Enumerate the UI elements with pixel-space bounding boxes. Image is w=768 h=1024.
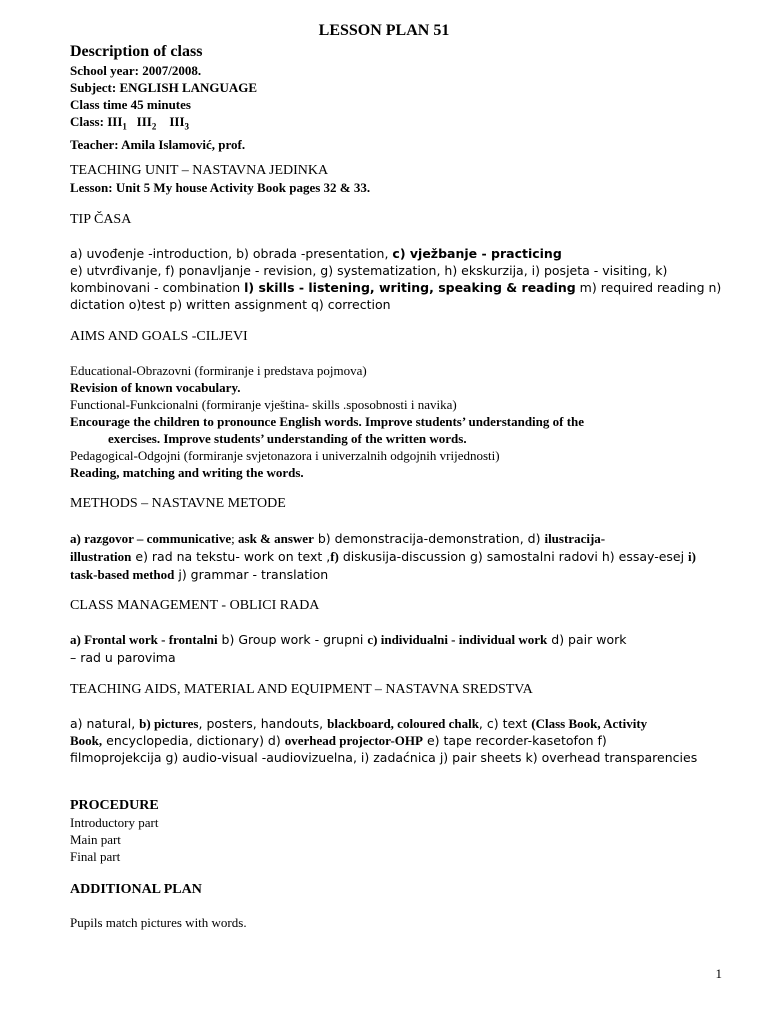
procedure-item-main: Main part: [70, 832, 121, 847]
aids-body: [70, 715, 720, 766]
additional-heading: ADDITIONAL PLAN: [70, 882, 202, 897]
procedure-item-final: Final part: [70, 849, 121, 864]
tip-line-1: a) uvođenje -introduction, b) obrada -presentation, c) vježbanje - practicing: [70, 246, 562, 261]
methods-body: [70, 530, 720, 584]
additional-text: Pupils match pictures with words.: [70, 915, 247, 930]
aim-pedagogical-goal: Reading, matching and writing the words.: [70, 465, 304, 480]
management-heading: CLASS MANAGEMENT - OBLICI RADA: [70, 598, 320, 613]
lesson-line: Lesson: Unit 5 My house Activity Book pages 32 & 33.: [70, 180, 371, 195]
methods-heading: METHODS – NASTAVNE METODE: [70, 496, 286, 511]
aids-line-2: Book, encyclopedia, dictionary) d) overhead projector-OHP e) tape recorder-kasetofon f): [70, 733, 607, 748]
aids-heading: TEACHING AIDS, MATERIAL AND EQUIPMENT – NASTAVNA SREDSTVA: [70, 682, 533, 697]
management-body: [70, 631, 720, 667]
school-year: School year: 2007/2008.: [70, 63, 202, 78]
class-3: $III_3$: [169, 114, 190, 132]
aids-heading-block: [70, 681, 720, 698]
tip-line-2: e) utvrđivanje, f) ponavljanje - revision, g) systematization, h) ekskurzija, i) posjeta - visiting, k): [70, 263, 668, 278]
aim-functional-goal-2: exercises. Improve students’ understanding of the written words.: [108, 431, 467, 446]
tip-casa-body: [70, 245, 720, 313]
aims-body: [70, 362, 720, 481]
class-description: [70, 42, 720, 153]
page-title: LESSON PLAN 51: [318, 22, 450, 39]
page-number: 1: [715, 966, 722, 981]
tip-casa-section: [70, 211, 720, 228]
tip-line-4: dictation o)test p) written assignment q) correction: [70, 297, 391, 312]
management-heading-block: [70, 597, 720, 614]
methods-line-2: illustration e) rad na tekstu- work on text ,f) diskusija-discussion g) samostalni radovi h) essay-esej i): [70, 549, 696, 564]
aim-pedagogical: Pedagogical-Odgojni (formiranje svjetonazora i univerzalnih odgojnih vrijednosti): [70, 448, 500, 463]
tip-casa-heading: TIP ČASA: [70, 212, 132, 227]
teaching-unit-section: [70, 162, 720, 196]
aims-heading: AIMS AND GOALS -CILJEVI: [70, 329, 248, 344]
management-line-1: a) Frontal work - frontalni b) Group work - grupni c) individualni - individual work d) pair work: [70, 632, 627, 647]
procedure-item-introductory: Introductory part: [70, 815, 159, 830]
teacher: Teacher: Amila Islamović, prof.: [70, 136, 246, 152]
procedure-heading: PROCEDURE: [70, 798, 159, 813]
teaching-unit-heading: TEACHING UNIT – NASTAVNA JEDINKA: [70, 163, 329, 178]
aids-line-3: filmoprojekcija g) audio-visual -audiovizuelna, i) zadaćnica j) pair sheets k) overhead transparencies: [70, 750, 698, 765]
methods-heading-block: [70, 495, 720, 512]
class-list: [70, 113, 720, 136]
aim-functional-goal-1: Encourage the children to pronounce English words. Improve students’ understanding of the: [70, 414, 585, 429]
procedure-section: [70, 797, 720, 865]
methods-line-3: task-based method j) grammar - translation: [70, 567, 329, 582]
subject: Subject: ENGLISH LANGUAGE: [70, 80, 258, 95]
aim-functional: Functional-Funkcionalni (formiranje vještina- skills .sposobnosti i navika): [70, 397, 457, 412]
class-2: $III_2$: [136, 114, 157, 132]
additional-section: [70, 881, 720, 931]
class-1: $III_1$: [107, 114, 127, 132]
methods-line-1: a) razgovor – communicative; ask & answer b) demonstracija-demonstration, d) ilustracija-: [70, 531, 606, 546]
class-time: Class time 45 minutes: [70, 97, 191, 112]
management-line-2: – rad u parovima: [70, 650, 176, 665]
aids-line-1: a) natural, b) pictures, posters, handouts, blackboard, coloured chalk, c) text (Class Book, Activity: [70, 716, 648, 731]
tip-line-3: kombinovani - combination l) skills - listening, writing, speaking & reading m) required reading n): [70, 280, 722, 295]
class-prefix: Class:: [70, 114, 108, 129]
description-heading: Description of class: [70, 43, 203, 60]
aims-heading-block: [70, 328, 720, 345]
aim-educational: Educational-Obrazovni (formiranje i predstava pojmova): [70, 363, 367, 378]
aim-educational-goal: Revision of known vocabulary.: [70, 380, 241, 395]
